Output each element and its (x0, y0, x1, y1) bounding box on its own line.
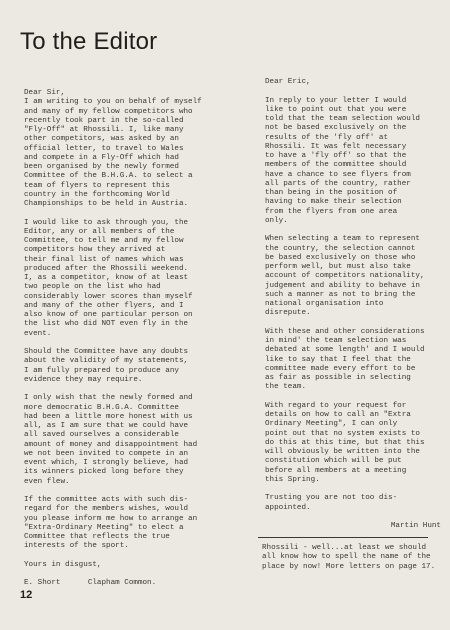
text-line: results of the 'fly off' at (265, 133, 389, 142)
text-line: Editor, any or all members of the (24, 227, 175, 236)
text-line: than being in the position of (265, 189, 398, 197)
text-line: you please inform me how to arrange an (24, 514, 198, 523)
text-line: "Fly-Off" at Rhossili. I, like many (24, 126, 184, 134)
text-line: With these and other considerations (265, 327, 425, 336)
text-line: to have a 'fly off' so that the (265, 152, 407, 160)
text-line: also know of one particular person on (24, 311, 193, 319)
signature-name: E. Short (24, 579, 61, 588)
text-line: interests of the sport. (24, 542, 129, 551)
letter-paragraph (265, 494, 447, 513)
letter-body (24, 98, 230, 551)
text-line: recently took part in the so-called (24, 116, 184, 125)
letter-from-reader (24, 89, 230, 589)
text-line: In reply to your letter I would (265, 96, 407, 105)
letter-signature (24, 579, 230, 588)
reply-letter (265, 78, 447, 531)
text-line: produced after the Rhossili weekend. (24, 264, 189, 273)
text-line: Championships to be held in Austria. (24, 200, 189, 208)
text-line: I am writing to you on behalf of myself (24, 98, 202, 107)
text-line: all parts of the country, rather (265, 179, 411, 188)
text-line: Should the Committee have any doubts (24, 348, 189, 356)
text-line: Trusting you are not too dis- (265, 494, 398, 503)
text-line: I only wish that the newly formed and (24, 394, 193, 403)
letter-paragraph (265, 402, 447, 485)
text-line: as fair as possible in selecting (265, 374, 411, 382)
text-line: only. (265, 216, 288, 225)
text-line: amount of money and disappointment had (24, 440, 198, 449)
reply-body (265, 97, 447, 513)
text-line: disrepute. (265, 309, 311, 318)
text-line: committee made every effort to be (265, 364, 416, 373)
text-line: competitors how they arrived at (24, 246, 166, 255)
text-line: When selecting a team to represent (265, 235, 420, 244)
text-line: having to make their selection (265, 198, 402, 207)
text-line: point out that no system exists to (265, 429, 420, 438)
text-line: With regard to your request for (265, 401, 407, 410)
text-line: and many of my fellow competitors who (24, 107, 193, 116)
text-line: Ordinary Meeting", I can only (265, 420, 398, 429)
text-line: appointed. (265, 503, 311, 512)
page-heading: To the Editor (20, 28, 158, 55)
text-line: details on how to call an "Extra (265, 411, 411, 419)
text-line: from the flyers from one area (265, 207, 398, 216)
text-line: the country, the selection cannot (265, 244, 416, 253)
text-line: Committee of the B.H.G.A. to select a (24, 172, 193, 181)
text-line: in mind' the team selection was (265, 337, 407, 345)
text-line: the list who did NOT even fly in the (24, 320, 189, 329)
letter-paragraph (265, 328, 447, 393)
page-number: 12 (20, 589, 33, 601)
letter-paragraph (24, 394, 230, 487)
text-line: official letter, to travel to Wales (24, 144, 184, 153)
text-line: will obviously be written into the (265, 448, 420, 456)
text-line: all, as I am sure that we could have (24, 422, 189, 430)
letter-paragraph (265, 97, 447, 227)
text-line: evidence they may require. (24, 375, 143, 384)
footnote-line: place by now! More letters on page 17. (262, 562, 436, 571)
text-line: told that the team selection would (265, 115, 420, 123)
text-line: be based exclusively on those who (265, 253, 416, 262)
text-line: perform well, but must also take (265, 263, 411, 271)
text-line: national organisation into (265, 300, 384, 308)
text-line: Committee that reflects the true (24, 533, 170, 541)
footnote-divider (258, 537, 428, 538)
text-line: regard for the members wishes, would (24, 505, 189, 514)
text-line: I am fully prepared to produce any (24, 366, 179, 375)
text-line: event. (24, 329, 52, 338)
text-line: about the validity of my statements, (24, 357, 189, 366)
text-line: two people on the list who had (24, 283, 161, 292)
text-line: their final list of names which was (24, 255, 184, 264)
letter-paragraph (24, 219, 230, 339)
text-line: I would like to ask through you, the (24, 218, 189, 227)
editor-footnote (262, 544, 446, 572)
letter-paragraph (24, 98, 230, 209)
letter-paragraph (24, 496, 230, 552)
text-line: like to point out that you were (265, 105, 407, 114)
text-line: more democratic B.H.G.A. Committee (24, 403, 179, 412)
footnote-line: all know how to spell the name of the (262, 553, 431, 562)
text-line: do this at this time, but that this (265, 438, 425, 447)
text-line: other competitors, was asked by an (24, 135, 179, 144)
text-line: had been a little more honest with us (24, 412, 193, 421)
text-line: Rhossili. It was felt necessary (265, 142, 407, 151)
text-line: even flew. (24, 477, 70, 486)
text-line: Committee, to tell me and my fellow (24, 237, 184, 245)
text-line: the team. (265, 383, 307, 392)
text-line: "Extra-Ordinary Meeting" to elect a (24, 523, 184, 532)
text-line: If the committee acts with such dis- (24, 496, 189, 504)
text-line: and many of the other flyers, and I (24, 301, 184, 310)
letter-paragraph (24, 348, 230, 385)
text-line: have a chance to see flyers from (265, 170, 411, 179)
text-line: debated at some length' and I would (265, 346, 425, 355)
letter-salutation: Dear Sir, (24, 89, 66, 97)
text-line: constitution which will be put (265, 457, 402, 466)
letter-paragraph (265, 235, 447, 318)
signature-place: Clapham Common. (87, 579, 157, 588)
text-line: its winners picked long before they (24, 468, 184, 477)
text-line: country in the forthcoming World (24, 190, 170, 199)
text-line: judgement and ability to behave in (265, 281, 420, 290)
reply-salutation: Dear Eric, (265, 78, 311, 86)
text-line: been organised by the newly formed (24, 163, 179, 171)
letter-closing: Yours in disgust, (24, 560, 102, 569)
reply-signature: Martin Hunt (390, 522, 441, 530)
footnote-line: Rhossili - well...at least we should (262, 544, 427, 552)
text-line: this Spring. (265, 475, 320, 484)
text-line: members of the committee should (265, 161, 407, 170)
text-line: such a manner as not to bring the (265, 290, 416, 299)
text-line: account of competitors nationality, (265, 272, 425, 281)
text-line: all saved ourselves a considerable (24, 431, 179, 440)
text-line: considerably lower scores than myself (24, 292, 193, 301)
text-line: like to say that I feel that the (265, 355, 411, 364)
text-line: and compete in a Fly-Off which had (24, 153, 179, 162)
text-line: we not been invited to compete in an (24, 449, 189, 458)
text-line: event which, I strongly believe, had (24, 459, 189, 467)
text-line: I, as a competitor, know of at least (24, 274, 189, 282)
text-line: not be based exclusively on the (265, 124, 407, 133)
text-line: before all members at a meeting (265, 466, 407, 475)
text-line: team of flyers to represent this (24, 181, 170, 190)
